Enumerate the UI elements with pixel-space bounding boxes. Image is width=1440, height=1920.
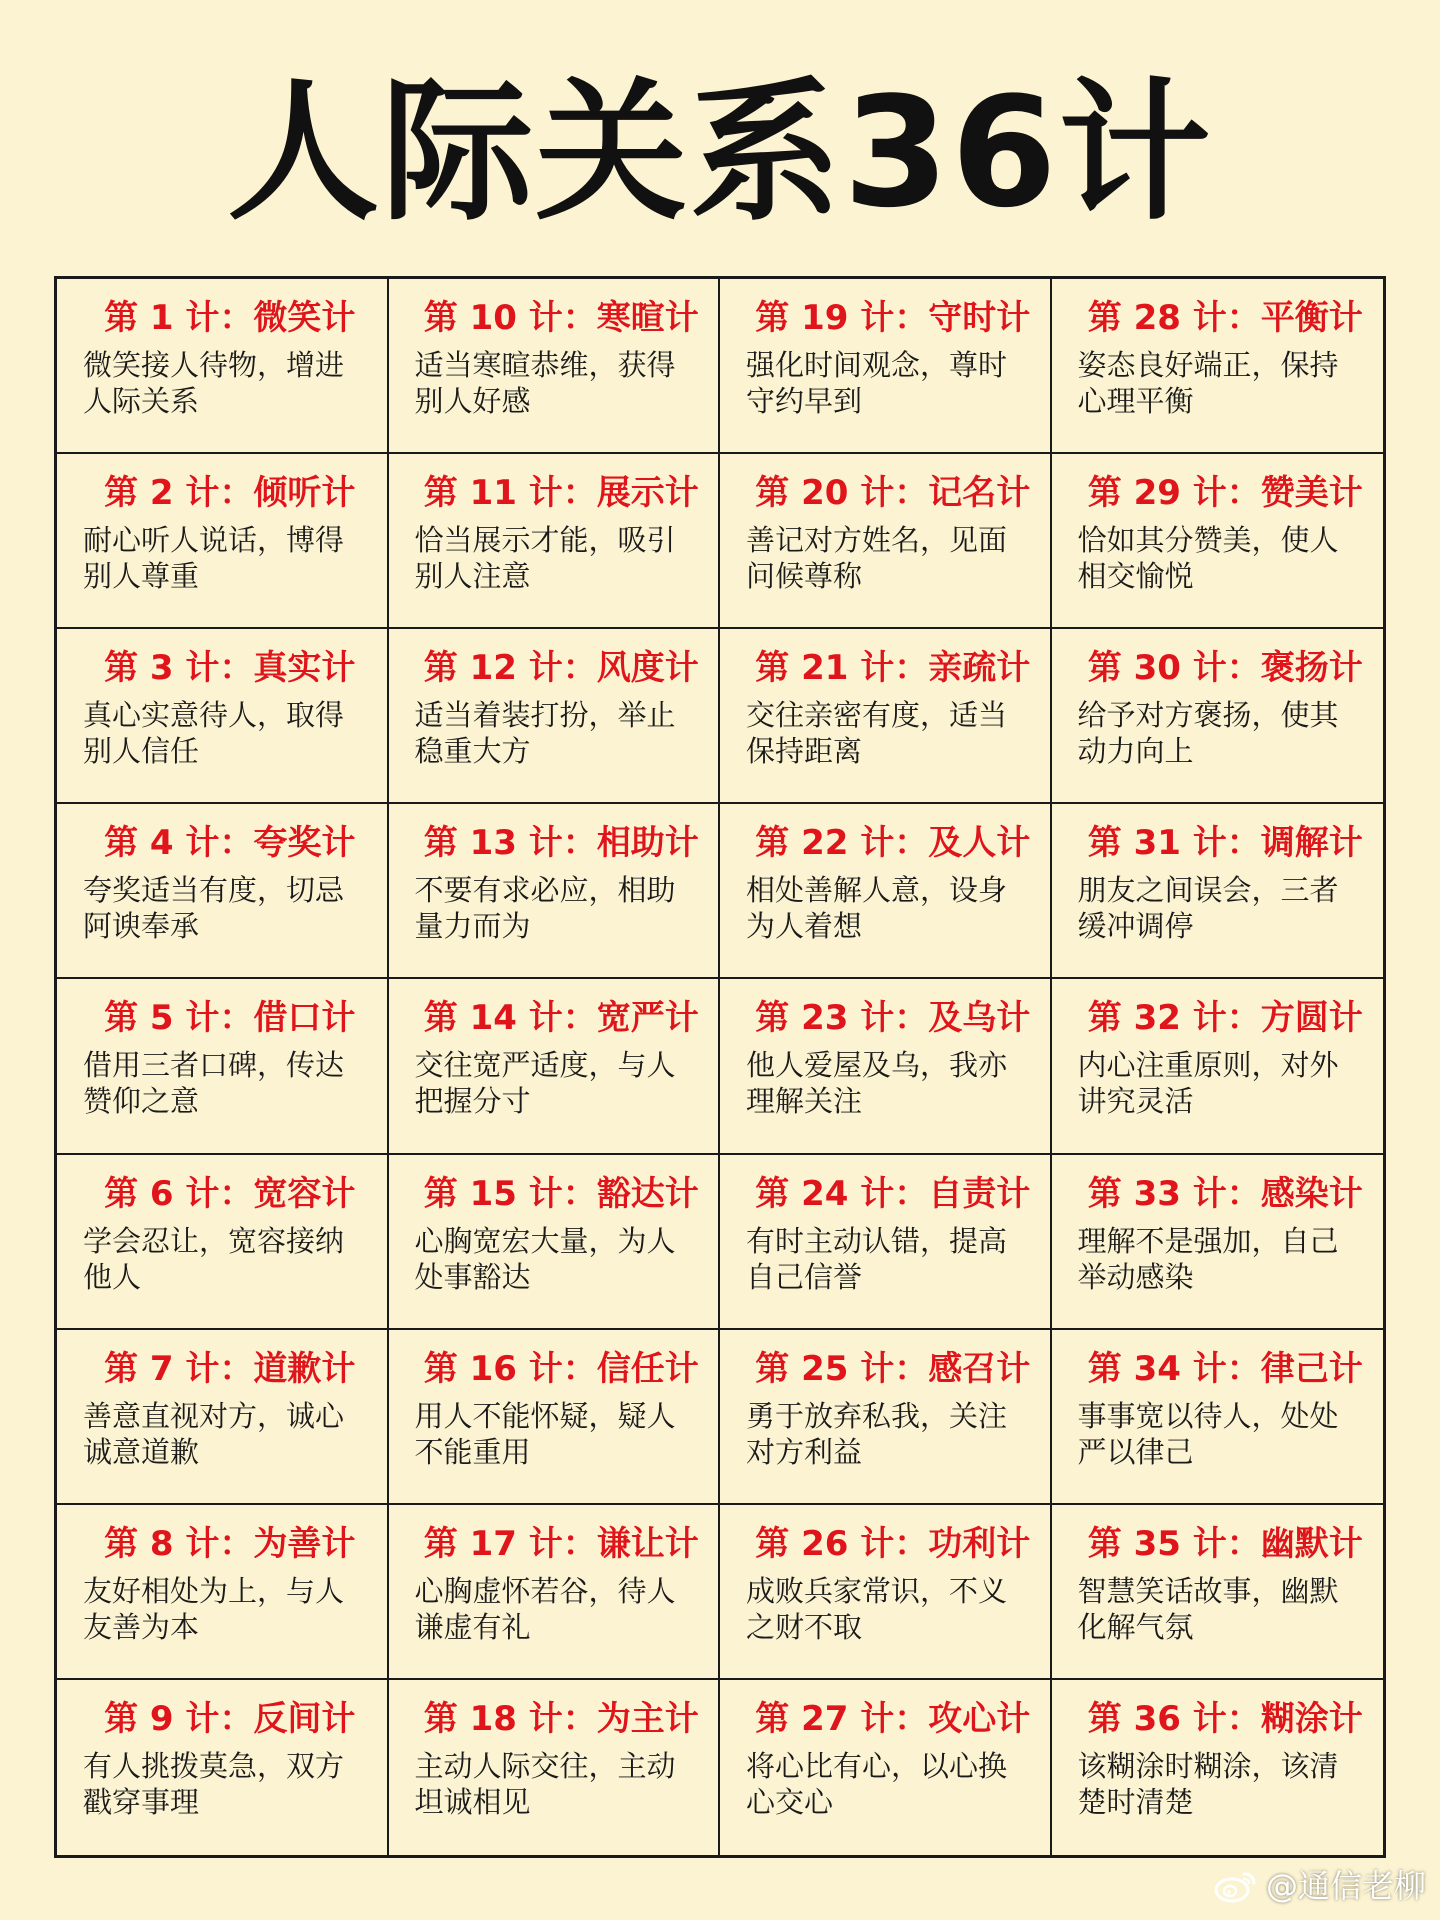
strategy-cell [1052, 454, 1384, 629]
strategy-title: 第 35 计：幽默计 [1087, 1523, 1363, 1564]
strategy-title: 第 32 计：方圆计 [1087, 998, 1363, 1039]
strategy-description: 心胸虚怀若谷，待人谦虚有礼 [414, 1573, 676, 1644]
strategy-title: 第 26 计：功利计 [755, 1523, 1031, 1564]
strategy-description: 用人不能怀疑，疑人不能重用 [414, 1398, 676, 1469]
strategy-title: 第 10 计：寒暄计 [423, 298, 699, 338]
strategy-cell [389, 1505, 721, 1680]
strategy-title: 第 9 计：反间计 [104, 1698, 356, 1739]
strategy-title: 第 20 计：记名计 [755, 473, 1031, 514]
strategy-cell [57, 629, 389, 804]
strategy-title: 第 25 计：感召计 [755, 1348, 1031, 1389]
strategy-title: 第 29 计：赞美计 [1087, 473, 1363, 514]
strategy-title: 第 15 计：豁达计 [423, 1173, 699, 1214]
strategy-description: 恰如其分赞美，使人相交愉悦 [1077, 523, 1339, 594]
strategy-title: 第 31 计：调解计 [1087, 823, 1363, 864]
strategy-description: 有人挑拨莫急，双方戳穿事理 [83, 1748, 345, 1819]
strategy-description: 姿态良好端正，保持心理平衡 [1077, 348, 1339, 418]
strategy-cell [720, 979, 1052, 1154]
strategy-cell [1052, 1505, 1384, 1680]
strategy-cell [720, 1330, 1052, 1505]
strategy-cell [1052, 804, 1384, 979]
strategy-cell [57, 1330, 389, 1505]
strategy-cell [720, 1680, 1052, 1855]
strategy-cell [389, 979, 721, 1154]
strategy-description: 他人爱屋及乌，我亦理解关注 [746, 1048, 1008, 1119]
strategy-cell [1052, 1330, 1384, 1505]
strategy-title: 第 24 计：自责计 [755, 1173, 1031, 1214]
strategy-description: 理解不是强加，自己举动感染 [1077, 1223, 1339, 1294]
strategy-title: 第 16 计：信任计 [423, 1348, 699, 1389]
strategy-cell [389, 454, 721, 629]
strategy-grid [54, 276, 1386, 1858]
strategy-cell [389, 804, 721, 979]
strategy-title: 第 21 计：亲疏计 [755, 648, 1031, 689]
strategy-title: 第 4 计：夸奖计 [104, 823, 356, 864]
strategy-description: 主动人际交往，主动坦诚相见 [414, 1748, 676, 1819]
strategy-cell [389, 1330, 721, 1505]
strategy-title: 第 1 计：微笑计 [104, 298, 356, 338]
strategy-cell [720, 454, 1052, 629]
strategy-title: 第 6 计：宽容计 [104, 1173, 356, 1214]
strategy-description: 朋友之间误会，三者缓冲调停 [1077, 873, 1339, 944]
strategy-description: 成败兵家常识，不义之财不取 [746, 1573, 1008, 1644]
strategy-description: 交往亲密有度，适当保持距离 [746, 698, 1008, 769]
weibo-logo-icon [1214, 1868, 1258, 1904]
strategy-description: 相处善解人意，设身为人着想 [746, 873, 1008, 944]
strategy-cell [1052, 979, 1384, 1154]
strategy-description: 借用三者口碑，传达赞仰之意 [83, 1048, 345, 1119]
strategy-description: 将心比有心，以心换心交心 [746, 1748, 1008, 1819]
strategy-description: 微笑接人待物，增进人际关系 [83, 348, 345, 418]
strategy-cell [57, 279, 389, 454]
strategy-title: 第 18 计：为主计 [423, 1698, 699, 1739]
strategy-description: 恰当展示才能，吸引别人注意 [414, 523, 676, 594]
strategy-title: 第 13 计：相助计 [423, 823, 699, 864]
strategy-title: 第 11 计：展示计 [423, 473, 699, 514]
strategy-description: 给予对方褒扬，使其动力向上 [1077, 698, 1339, 769]
strategy-cell [389, 1155, 721, 1330]
strategy-description: 学会忍让，宽容接纳他人 [83, 1223, 345, 1294]
strategy-cell [720, 804, 1052, 979]
strategy-description: 智慧笑话故事，幽默化解气氛 [1077, 1573, 1339, 1644]
strategy-title: 第 17 计：谦让计 [423, 1523, 699, 1564]
strategy-description: 耐心听人说话，博得别人尊重 [83, 523, 345, 594]
strategy-description: 适当寒暄恭维，获得别人好感 [414, 348, 676, 418]
strategy-title: 第 28 计：平衡计 [1087, 298, 1363, 338]
strategy-cell [1052, 279, 1384, 454]
strategy-title: 第 33 计：感染计 [1087, 1173, 1363, 1214]
strategy-description: 友好相处为上，与人友善为本 [83, 1573, 345, 1644]
strategy-title: 第 2 计：倾听计 [104, 473, 356, 514]
strategy-cell [57, 979, 389, 1154]
page-title: 人际关系36计 [227, 64, 1213, 241]
strategy-description: 善记对方姓名，见面问候尊称 [746, 523, 1008, 594]
strategy-cell [57, 1505, 389, 1680]
watermark [1214, 1866, 1426, 1906]
strategy-description: 善意直视对方，诚心诚意道歉 [83, 1398, 345, 1469]
strategy-cell [1052, 1155, 1384, 1330]
strategy-cell [720, 279, 1052, 454]
strategy-title: 第 36 计：糊涂计 [1087, 1698, 1363, 1739]
watermark-text: @通信老柳 [1265, 1867, 1426, 1905]
strategy-cell [720, 1155, 1052, 1330]
strategy-cell [57, 454, 389, 629]
strategy-cell [720, 629, 1052, 804]
strategy-title: 第 22 计：及人计 [755, 823, 1031, 864]
strategy-description: 强化时间观念，尊时守约早到 [746, 348, 1008, 418]
strategy-description: 勇于放弃私我，关注对方利益 [746, 1398, 1008, 1469]
strategy-description: 真心实意待人，取得别人信任 [83, 698, 345, 769]
strategy-cell [720, 1505, 1052, 1680]
strategy-description: 有时主动认错，提高自己信誉 [746, 1223, 1008, 1294]
strategy-cell [57, 1155, 389, 1330]
strategy-cell [57, 804, 389, 979]
strategy-title: 第 14 计：宽严计 [423, 998, 699, 1039]
strategy-description: 夸奖适当有度，切忌阿谀奉承 [83, 873, 345, 944]
strategy-title: 第 30 计：褒扬计 [1087, 648, 1363, 689]
strategy-title: 第 7 计：道歉计 [104, 1348, 356, 1389]
strategy-description: 适当着装打扮，举止稳重大方 [414, 698, 676, 769]
strategy-title: 第 12 计：风度计 [423, 648, 699, 689]
strategy-title: 第 27 计：攻心计 [755, 1698, 1031, 1739]
strategy-title: 第 23 计：及乌计 [755, 998, 1031, 1039]
strategy-title: 第 34 计：律己计 [1087, 1348, 1363, 1389]
strategy-description: 不要有求必应，相助量力而为 [414, 873, 676, 944]
strategy-description: 交往宽严适度，与人把握分寸 [414, 1048, 676, 1119]
strategy-description: 内心注重原则，对外讲究灵活 [1077, 1048, 1339, 1119]
strategy-description: 该糊涂时糊涂，该清楚时清楚 [1077, 1748, 1339, 1819]
strategy-title: 第 19 计：守时计 [755, 298, 1031, 338]
strategy-cell [1052, 629, 1384, 804]
strategy-cell [389, 279, 721, 454]
strategy-cell [57, 1680, 389, 1855]
strategy-title: 第 3 计：真实计 [104, 648, 356, 689]
strategy-cell [1052, 1680, 1384, 1855]
strategy-title: 第 5 计：借口计 [104, 998, 356, 1039]
strategy-cell [389, 629, 721, 804]
strategy-title: 第 8 计：为善计 [104, 1523, 356, 1564]
strategy-description: 心胸宽宏大量，为人处事豁达 [414, 1223, 676, 1294]
strategy-cell [389, 1680, 721, 1855]
strategy-description: 事事宽以待人，处处严以律己 [1077, 1398, 1339, 1469]
